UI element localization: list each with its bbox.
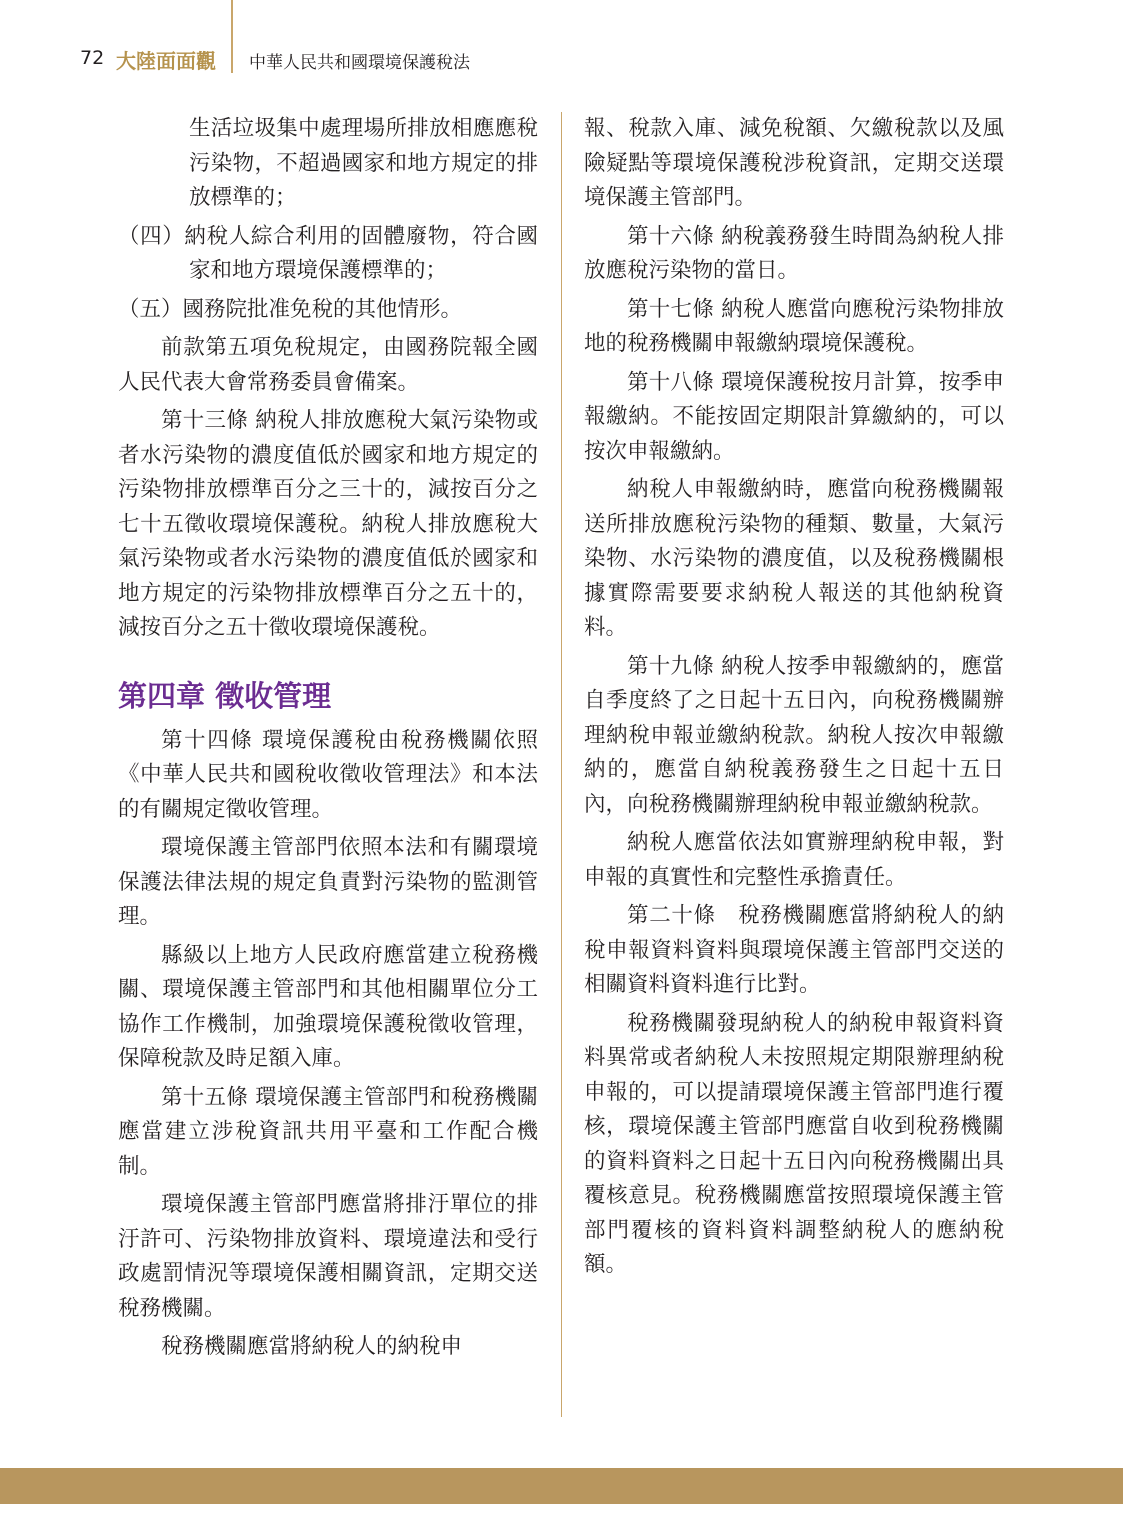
article-17: 第十七條 納稅人應當向應稅污染物排放地的稅務機關申報繳納環境保護稅。 — [584, 296, 1004, 356]
article-14: 第十四條 環境保護稅由稅務機關依照《中華人民共和國稅收徵收管理法》和本法的有關規定徵收管理。 — [118, 727, 538, 822]
article-20: 第二十條 稅務機關應當將納稅人的納稅申報資料資料與環境保護主管部門交送的相關資料資料進行比對。 — [584, 903, 1004, 997]
page-number: 72 — [80, 47, 105, 69]
column-divider — [561, 112, 562, 1417]
footer-band — [0, 1468, 1123, 1504]
list-item: （四）納稅人綜合利用的固體廢物，符合國家和地方環境保護標準的； — [118, 223, 538, 283]
article-19: 第十九條 納稅人按季申報繳納的，應當自季度終了之日起十五日內，向稅務機關辦理納稅申報並繳納稅款。納稅人按次申報繳納的，應當自納稅義務發生之日起十五日內，向稅務機關辦理納稅申報並繳納稅款。 — [584, 653, 1004, 817]
paragraph: 生活垃圾集中處理場所排放相應應稅污染物，不超過國家和地方規定的排放標準的； — [188, 116, 538, 210]
paragraph: 稅務機關應當將納稅人的納稅申 — [161, 1334, 463, 1359]
magazine-title: 大陸面面觀 — [116, 49, 216, 73]
paragraph: 報、稅款入庫、減免稅額、欠繳稅款以及風險疑點等環境保護稅涉稅資訊，定期交送環境保護主管部門。 — [584, 116, 1004, 210]
list-item: （五）國務院批准免稅的其他情形。 — [118, 296, 463, 322]
article-15: 第十五條 環境保護主管部門和稅務機關應當建立涉稅資訊共用平臺和工作配合機制。 — [118, 1084, 538, 1179]
chapter-heading: 第四章 徵收管理 — [118, 678, 332, 713]
header-divider — [231, 0, 233, 73]
right-column — [584, 112, 1004, 1287]
law-title: 中華人民共和國環境保護稅法 — [249, 53, 470, 73]
paragraph: 縣級以上地方人民政府應當建立稅務機關、環境保護主管部門和其他相關單位分工協作工作機制，加強環境保護稅徵收管理，保障稅款及時足額入庫。 — [118, 942, 538, 1071]
article-18: 第十八條 環境保護稅按月計算，按季申報繳納。不能按固定期限計算繳納的，可以按次申報繳納。 — [584, 369, 1004, 464]
left-column — [118, 112, 538, 1369]
paragraph: 環境保護主管部門依照本法和有關環境保護法律法規的規定負責對污染物的監測管理。 — [118, 835, 538, 929]
article-13: 第十三條 納稅人排放應稅大氣污染物或者水污染物的濃度值低於國家和地方規定的污染物排放標準百分之三十的，減按百分之七十五徵收環境保護稅。納稅人排放應稅大氣污染物或者水污染物的濃度值低於國家和地方規定的污染物排放標準百分之五十的，減按百分之五十徵收環境保護稅。 — [118, 408, 538, 640]
paragraph: 環境保護主管部門應當將排汙單位的排汙許可、污染物排放資料、環境違法和受行政處罰情況等環境保護相關資訊，定期交送稅務機關。 — [118, 1192, 538, 1321]
paragraph: 納稅人應當依法如實辦理納稅申報，對申報的真實性和完整性承擔責任。 — [584, 830, 1004, 890]
paragraph: 納稅人申報繳納時，應當向稅務機關報送所排放應稅污染物的種類、數量，大氣污染物、水污染物的濃度值，以及稅務機關根據實際需要要求納稅人報送的其他納稅資料。 — [584, 477, 1004, 640]
paragraph: 前款第五項免稅規定，由國務院報全國人民代表大會常務委員會備案。 — [118, 335, 538, 395]
page-header — [0, 0, 1123, 90]
article-16: 第十六條 納稅義務發生時間為納稅人排放應稅污染物的當日。 — [584, 223, 1004, 283]
paragraph: 稅務機關發現納稅人的納稅申報資料資料異常或者納稅人未按照規定期限辦理納稅申報的，可以提請環境保護主管部門進行覆核，環境保護主管部門應當自收到稅務機關的資料資料之日起十五日內向稅務機關出具覆核意見。稅務機關應當按照環境保護主管部門覆核的資料資料調整納稅人的應納稅額。 — [584, 1010, 1004, 1277]
